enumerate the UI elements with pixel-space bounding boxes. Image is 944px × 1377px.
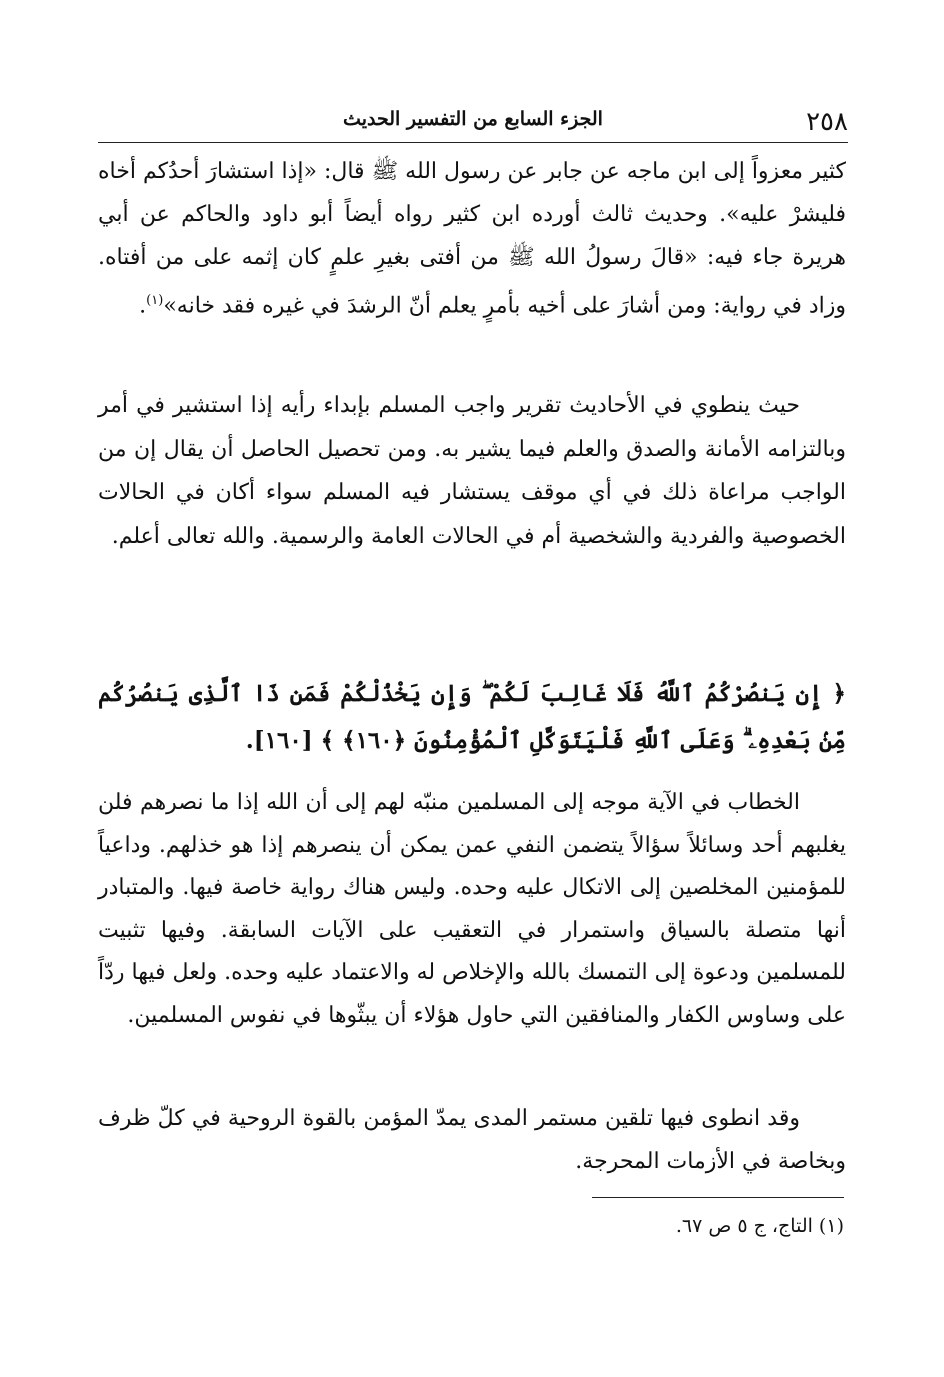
- footnote-reference: (١): [146, 293, 164, 308]
- page-number: ٢٥٨: [806, 107, 848, 137]
- quran-verse: ﴿ إِن يَنصُرْكُمُ ٱللَّهُ فَلَا غَالِبَ لَكُمْ ۖ وَإِن يَخْذُلْكُمْ فَمَن ذَا ٱلَّذِى يَنصُرُكُم مِّنۢ بَعْدِهِۦ ۗ وَعَلَى ٱللَّهِ فَلْيَتَوَكَّلِ ٱلْمُؤْمِنُونَ ﴿١٦٠﴾ ﴾ [١٦٠].: [98, 680, 846, 754]
- page-header: [98, 104, 848, 140]
- paragraph-end: .: [139, 293, 147, 319]
- paragraph-text: الخطاب في الآية موجه إلى المسلمين منبّه لهم إلى أن الله إذا ما نصرهم فلن يغلبهم أحد وسائلاً سؤالاً يتضمن النفي عمن يمكن أن ينصرهم إذا هو خذلهم. وداعياً للمؤمنين المخلصين إلى الاتكال عليه وحده. وليس هناك رواية خاصة فيها. والمتبادر أنها متصلة بالسياق واستمرار في التعقيب على الآيات السابقة. وفيها تثبيت للمسلمين ودعوة إلى التمسك بالله والإخلاص له والاعتماد عليه وحده. ولعل فيها ردّاً على وساوس الكفار والمنافقين التي حاول هؤلاء أن يبثّوها في نفوس المسلمين.: [98, 790, 846, 1028]
- paragraph-conclusion: [98, 1097, 846, 1183]
- paragraph-verse-explanation: [98, 782, 846, 1037]
- paragraph-text: كثير معزواً إلى ابن ماجه عن جابر عن رسول الله ﷺ قال: «إذا استشارَ أحدُكم أخاه فليشرْ عليه». وحديث ثالث أورده ابن كثير رواه أيضاً أبو داود والحاكم عن أبي هريرة جاء فيه: «قالَ رسولُ الله ﷺ من أفتى بغيرِ علمٍ كان إثمه على من أفتاه. وزاد في رواية: ومن أشارَ على أخيه بأمرٍ يعلم أنّ الرشدَ في غيره فقد خانه»: [98, 159, 846, 319]
- header-rule: [98, 142, 848, 143]
- footnote-rule: [592, 1197, 844, 1198]
- paragraph-hadith: [98, 150, 846, 327]
- paragraph-commentary: [98, 384, 846, 558]
- paragraph-text: وقد انطوى فيها تلقين مستمر المدى يمدّ المؤمن بالقوة الروحية في كلّ ظرف وبخاصة في الأزمات المحرجة.: [98, 1106, 846, 1174]
- paragraph-text: حيث ينطوي في الأحاديث تقرير واجب المسلم بإبداء رأيه إذا استشير في أمر وبالتزامه الأمانة والصدق والعلم فيما يشير به. ومن تحصيل الحاصل أن يقال إن من الواجب مراعاة ذلك في أي موقف يستشار فيه المسلم سواء أكان في الحالات الخصوصية والفردية والشخصية أم في الحالات العامة والرسمية. والله تعالى أعلم.: [98, 393, 846, 549]
- running-title: الجزء السابع من التفسير الحديث: [343, 108, 603, 130]
- footnote: (١) التاج، ج ٥ ص ٦٧.: [675, 1215, 844, 1237]
